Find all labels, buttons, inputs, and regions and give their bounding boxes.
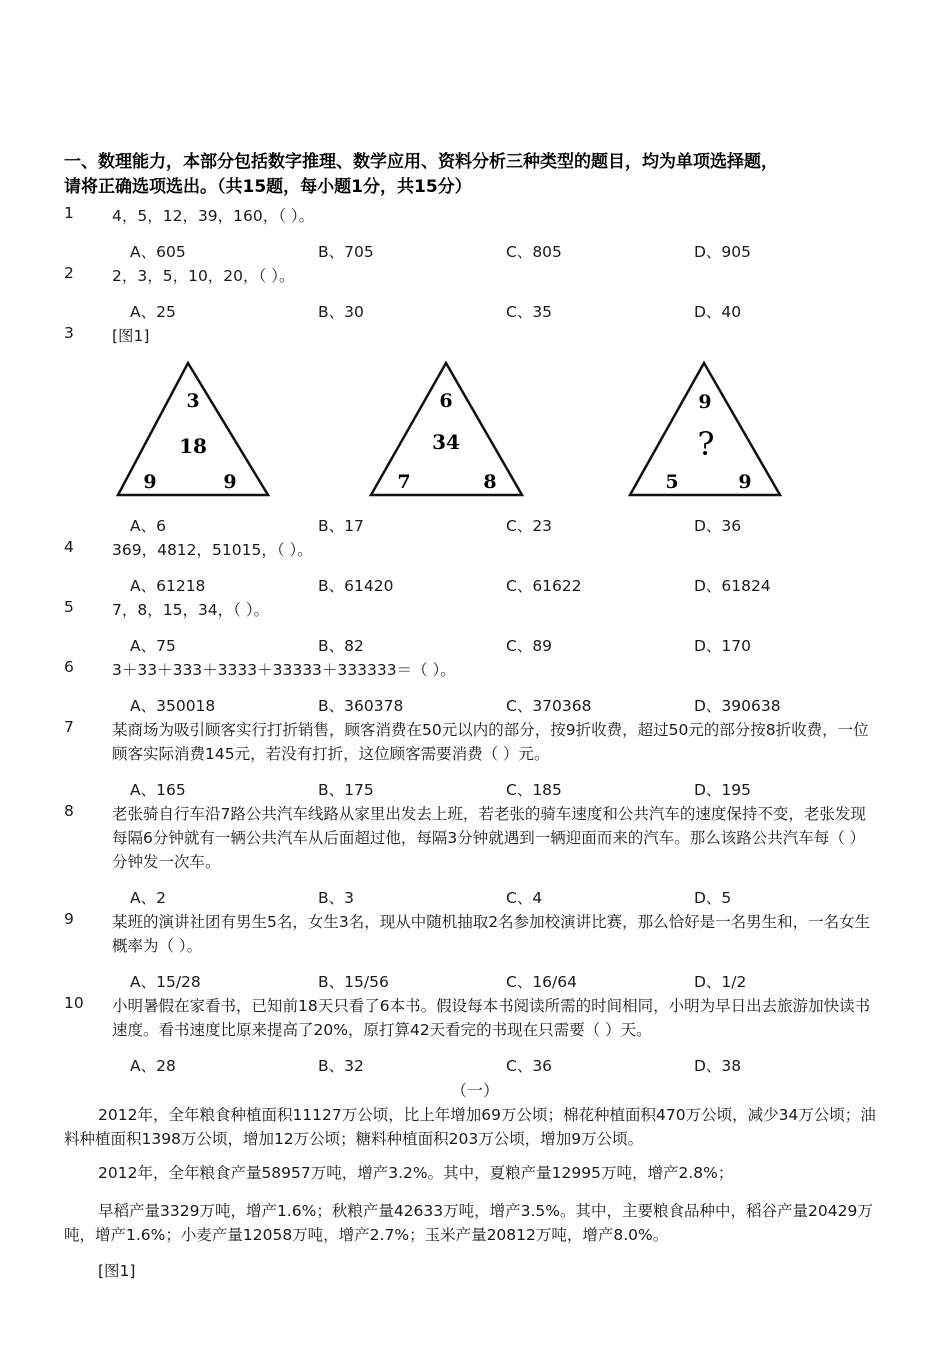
triangle-3-right: 9 bbox=[738, 471, 752, 493]
question-number: 9 bbox=[64, 910, 74, 928]
option-d: D、195 bbox=[694, 781, 752, 799]
triangle-1-top: 3 bbox=[186, 390, 200, 412]
question-number: 2 bbox=[64, 264, 74, 282]
option-b: B、15/56 bbox=[318, 973, 389, 991]
option-d: D、61824 bbox=[694, 577, 771, 595]
option-c: C、185 bbox=[506, 781, 562, 799]
triangle-figure bbox=[112, 355, 792, 505]
option-c: C、805 bbox=[506, 243, 562, 261]
option-a: A、25 bbox=[130, 303, 176, 321]
triangle-1-right: 9 bbox=[223, 471, 237, 493]
option-c: C、23 bbox=[506, 517, 553, 535]
option-c: C、36 bbox=[506, 1057, 553, 1075]
question-text: [图1] bbox=[112, 327, 150, 345]
question-text: 老张骑自行车沿7路公共汽车线路从家里出发去上班，若老张的骑车速度和公共汽车的速度保持不变，老张发现每隔6分钟就有一辆公共汽车从后面超过他，每隔3分钟就遇到一辆迎面而来的汽车。那么该路公共汽车每（ ）分钟发一次车。 bbox=[112, 805, 866, 871]
triangle-2-center: 34 bbox=[432, 430, 460, 454]
question-text: 4，5，12，39，160，（ ）。 bbox=[112, 207, 315, 225]
option-d: D、36 bbox=[694, 517, 742, 535]
triangle-3-top: 9 bbox=[698, 391, 712, 413]
question-text: 某班的演讲社团有男生5名，女生3名，现从中随机抽取2名参加校演讲比赛，那么恰好是一名男生和，一名女生概率为（ ）。 bbox=[112, 913, 871, 955]
triangle-figure-svg bbox=[112, 355, 792, 505]
section-heading-line1: 一、数理能力，本部分包括数字推理、数学应用、资料分析三种类型的题目，均为单项选择题， bbox=[64, 152, 778, 172]
paragraph: 早稻产量3329万吨，增产1.6%；秋粮产量42633万吨，增产3.5%。其中，主要粮食品种中，稻谷产量20429万吨，增产1.6%；小麦产量12058万吨，增产2.7%；玉米产量20812万吨，增产8.0%。 bbox=[64, 1202, 873, 1244]
option-a: A、75 bbox=[130, 637, 176, 655]
option-d: D、5 bbox=[694, 889, 732, 907]
part-title: （一） bbox=[450, 1081, 499, 1100]
question-number: 3 bbox=[64, 324, 74, 342]
option-b: B、3 bbox=[318, 889, 354, 907]
option-a: A、61218 bbox=[130, 577, 206, 595]
question-text: 小明暑假在家看书，已知前18天只看了6本书。假设每本书阅读所需的时间相同，小明为早日出去旅游加快读书速度。看书速度比原来提高了20%，原打算42天看完的书现在只需要（ ）天。 bbox=[112, 997, 871, 1039]
option-c: C、4 bbox=[506, 889, 543, 907]
triangle-2-top: 6 bbox=[439, 390, 453, 412]
question-number: 6 bbox=[64, 658, 74, 676]
option-b: B、30 bbox=[318, 303, 364, 321]
option-a: A、165 bbox=[130, 781, 186, 799]
option-b: B、17 bbox=[318, 517, 364, 535]
option-b: B、61420 bbox=[318, 577, 394, 595]
triangle-2-right: 8 bbox=[483, 471, 497, 493]
option-a: A、28 bbox=[130, 1057, 176, 1075]
option-d: D、1/2 bbox=[694, 973, 747, 991]
triangle-1 bbox=[118, 363, 268, 495]
option-c: C、89 bbox=[506, 637, 553, 655]
question-number: 5 bbox=[64, 598, 74, 616]
option-b: B、82 bbox=[318, 637, 364, 655]
option-b: B、32 bbox=[318, 1057, 364, 1075]
option-b: B、360378 bbox=[318, 697, 404, 715]
option-b: B、175 bbox=[318, 781, 374, 799]
section-heading-line2: 请将正确选项选出。（共15题，每小题1分，共15分） bbox=[64, 177, 472, 197]
question-text: 某商场为吸引顾客实行打折销售，顾客消费在50元以内的部分，按9折收费，超过50元的部分按8折收费，一位顾客实际消费145元，若没有打折，这位顾客需要消费（ ）元。 bbox=[112, 721, 869, 763]
question-text: 369，4812，51015，（ ）。 bbox=[112, 541, 313, 559]
triangle-2-left: 7 bbox=[397, 471, 411, 493]
triangle-1-left: 9 bbox=[143, 471, 157, 493]
option-a: A、605 bbox=[130, 243, 186, 261]
option-a: A、6 bbox=[130, 517, 166, 535]
triangle-1-shape bbox=[118, 363, 268, 495]
option-a: A、2 bbox=[130, 889, 166, 907]
question-text: 3＋33＋333＋3333＋33333＋333333＝（ ）。 bbox=[112, 661, 456, 679]
triangle-3-left: 5 bbox=[665, 471, 679, 493]
option-a: A、350018 bbox=[130, 697, 216, 715]
option-c: C、61622 bbox=[506, 577, 582, 595]
option-c: C、16/64 bbox=[506, 973, 577, 991]
triangle-1-center: 18 bbox=[179, 434, 207, 458]
option-d: D、38 bbox=[694, 1057, 742, 1075]
option-c: C、370368 bbox=[506, 697, 592, 715]
question-number: 1 bbox=[64, 204, 74, 222]
question-text: 7，8，15，34，（ ）。 bbox=[112, 601, 270, 619]
option-c: C、35 bbox=[506, 303, 553, 321]
question-number: 10 bbox=[64, 994, 84, 1012]
triangle-3 bbox=[630, 363, 780, 495]
option-a: A、15/28 bbox=[130, 973, 201, 991]
triangle-2-shape bbox=[371, 363, 522, 495]
paragraph: 2012年，全年粮食产量58957万吨，增产3.2%。其中，夏粮产量12995万吨，增产2.8%； bbox=[98, 1164, 734, 1182]
option-d: D、40 bbox=[694, 303, 742, 321]
paragraph: 2012年，全年粮食种植面积11127万公顷，比上年增加69万公顷；棉花种植面积470万公顷，减少34万公顷；油料种植面积1398万公顷，增加12万公顷；糖料种植面积203万公顷，增加9万公顷。 bbox=[64, 1106, 876, 1148]
question-number: 7 bbox=[64, 718, 74, 736]
question-number: 8 bbox=[64, 802, 74, 820]
question-number: 4 bbox=[64, 538, 74, 556]
option-d: D、390638 bbox=[694, 697, 781, 715]
figure-reference: [图1] bbox=[98, 1262, 136, 1280]
option-d: D、905 bbox=[694, 243, 752, 261]
option-b: B、705 bbox=[318, 243, 374, 261]
triangle-2 bbox=[371, 363, 522, 495]
option-d: D、170 bbox=[694, 637, 752, 655]
triangle-3-center: ? bbox=[697, 425, 715, 463]
question-text: 2，3，5，10，20，（ ）。 bbox=[112, 267, 295, 285]
